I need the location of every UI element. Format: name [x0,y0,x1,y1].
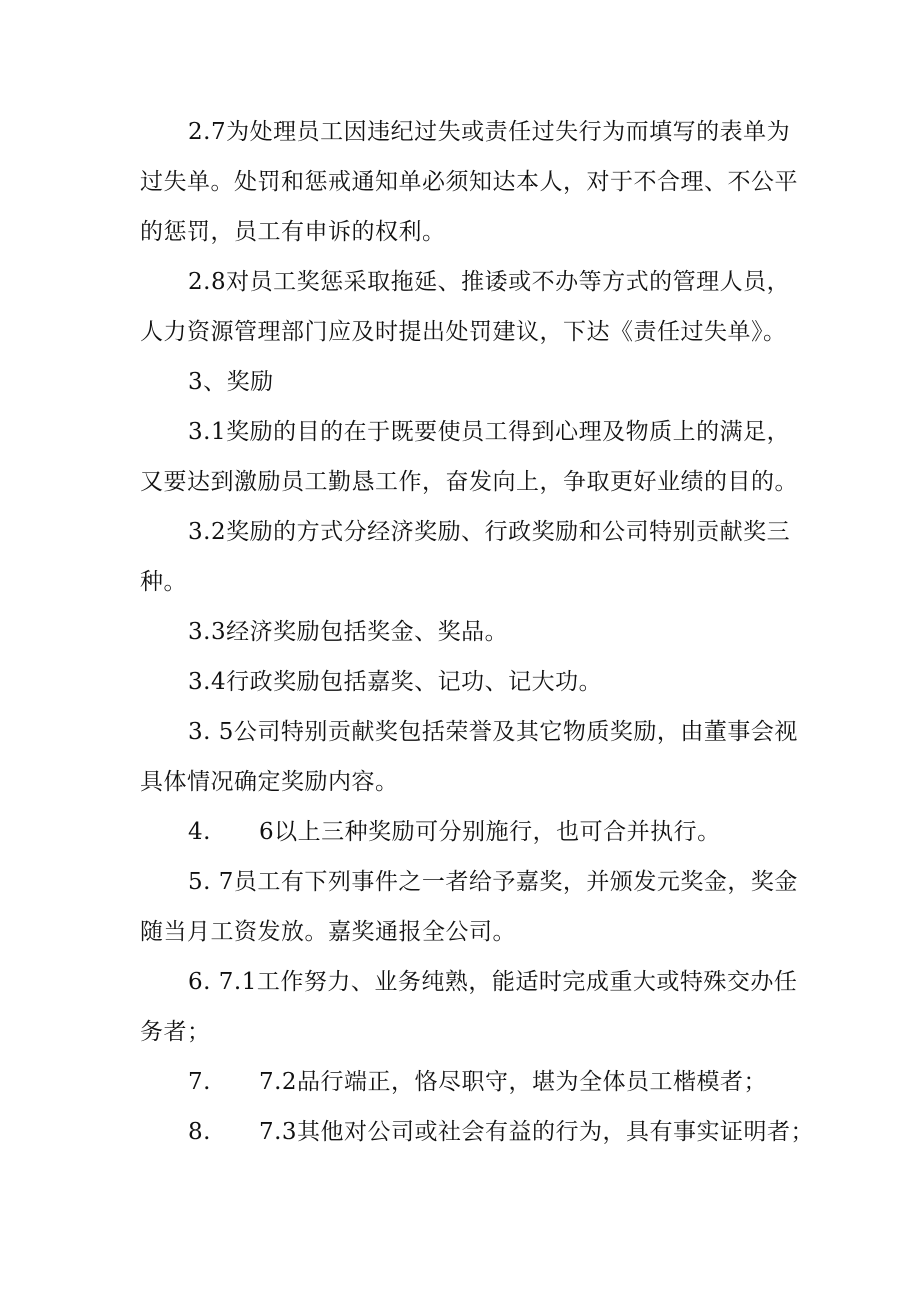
list-item-text: 7.2品行端正，恪尽职守，堪为全体员工楷模者； [258,1069,768,1095]
paragraph-5-line-1: 5. 7员工有下列事件之一者给予嘉奖，并颁发元奖金，奖金 [188,869,798,895]
paragraph-6-line-1: 6. 7.1工作努力、业务纯熟，能适时完成重大或特殊交办任 [188,969,798,995]
list-number: 4. [188,819,211,845]
list-item-8 [188,1118,848,1146]
paragraph-3-1-line-1: 3.1奖励的目的在于既要使员工得到心理及物质上的满足， [188,419,791,445]
paragraph-2-7-line-1: 2.7为处理员工因违纪过失或责任过失行为而填写的表单为 [188,119,791,145]
list-item-text: 7.3其他对公司或社会有益的行为，具有事实证明者； [258,1119,815,1145]
paragraph-3-4: 3.4行政奖励包括嘉奖、记功、记大功。 [188,669,603,695]
paragraph-2-8-line-2: 人力资源管理部门应及时提出处罚建议，下达《责任过失单》。 [140,319,787,345]
list-number: 8. [188,1119,211,1145]
paragraph-3-2-line-2: 种。 [140,569,187,595]
paragraph-3-1-line-2: 又要达到激励员工勤恳工作，奋发向上，争取更好业绩的目的。 [140,469,798,495]
paragraph-3-5-line-2: 具体情况确定奖励内容。 [140,769,399,795]
paragraph-6-line-2: 务者； [140,1019,211,1045]
list-number: 7. [188,1069,211,1095]
paragraph-3-5-line-1: 3. 5公司特别贡献奖包括荣誉及其它物质奖励，由董事会视 [188,719,798,745]
list-item-7 [188,1068,848,1096]
paragraph-2-7-line-2: 过失单。处罚和惩戒通知单必须知达本人，对于不合理、不公平 [140,169,798,195]
paragraph-2-7-line-3: 的惩罚，员工有申诉的权利。 [140,219,446,245]
list-item-4 [188,818,848,846]
paragraph-3-3: 3.3经济奖励包括奖金、奖品。 [188,619,509,645]
paragraph-3-2-line-1: 3.2奖励的方式分经济奖励、行政奖励和公司特别贡献奖三 [188,519,791,545]
section-3-heading: 3、奖励 [188,369,274,395]
list-item-text: 6以上三种奖励可分别施行，也可合并执行。 [258,819,721,845]
paragraph-5-line-2: 随当月工资发放。嘉奖通报全公司。 [140,919,516,945]
paragraph-2-8-line-1: 2.8对员工奖惩采取拖延、推诿或不办等方式的管理人员， [188,269,791,295]
